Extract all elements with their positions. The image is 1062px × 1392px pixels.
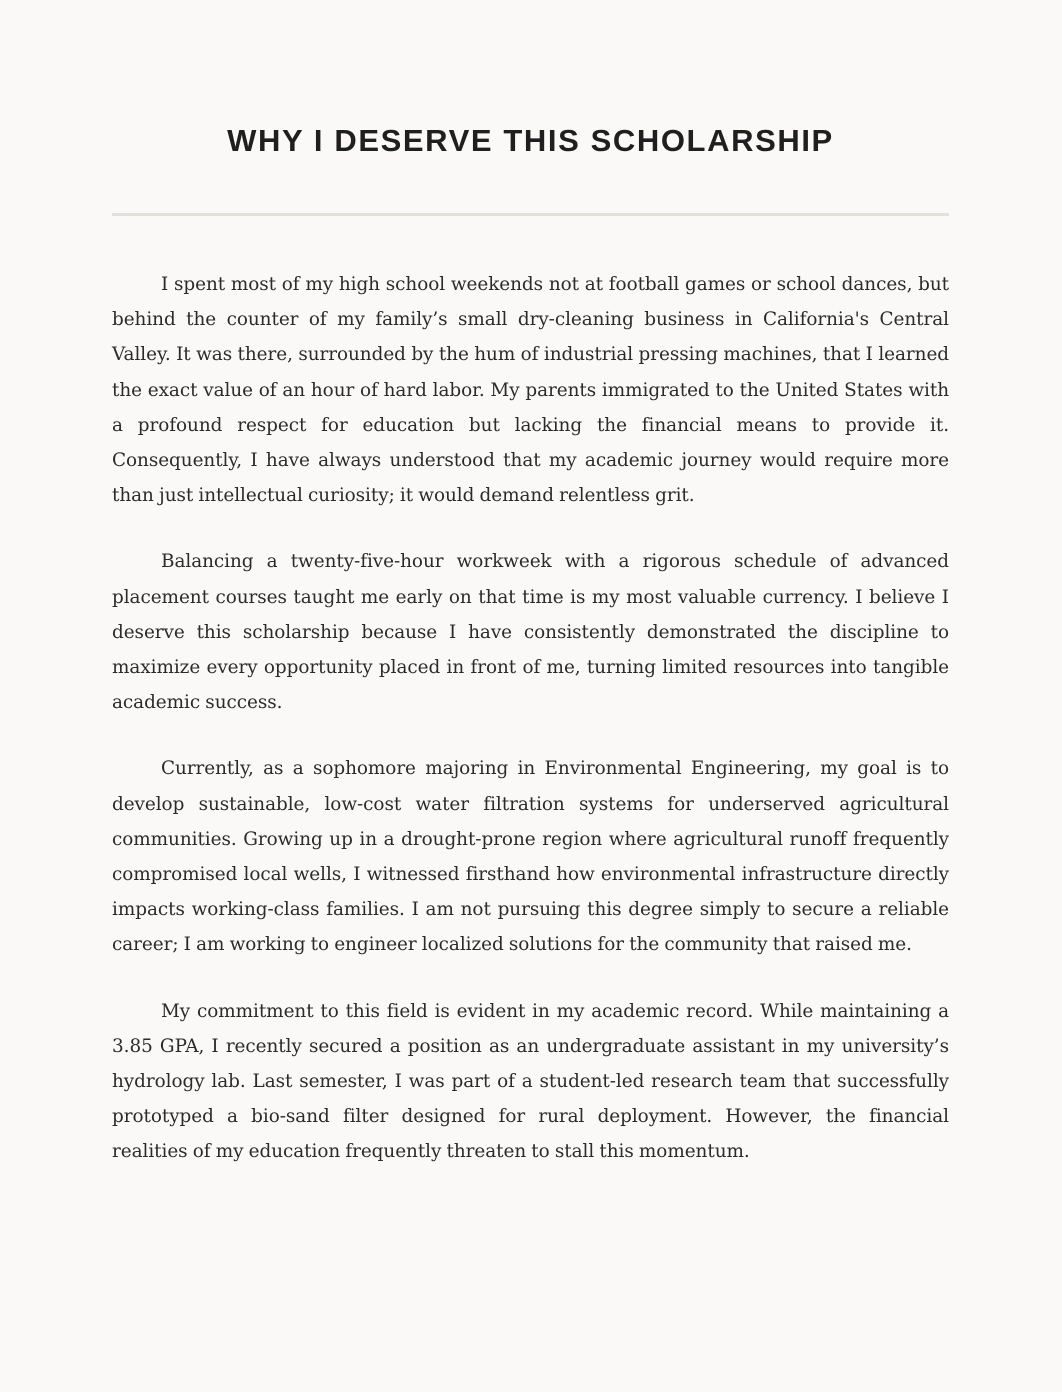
essay-title: WHY I DESERVE THIS SCHOLARSHIP: [227, 123, 834, 158]
essay-paragraph: I spent most of my high school weekends not at football games or school dances, but behind the counter of my family’s small dry-cleaning business in California's Central Valley. It was there, surrounded by the hum of industrial pressing machines, that I learned the exact value of an hour of hard labor. My parents immigrated to the United States with a profound respect for education but lacking the financial means to provide it. Consequently, I have always understood that my academic journey would require more than just intellectual curiosity; it would demand relentless grit.: [112, 274, 949, 507]
title-divider: [112, 213, 949, 216]
essay-paragraph: Currently, as a sophomore majoring in Environmental Engineering, my goal is to develop sustainable, low-cost water filtration systems for underserved agricultural communities. Growing up in a drought-prone region where agricultural runoff frequently compromised local wells, I witnessed firsthand how environmental infrastructure directly impacts working-class families. I am not pursuing this degree simply to secure a reliable career; I am working to engineer localized solutions for the community that raised me.: [112, 758, 949, 956]
essay-paragraph: Balancing a twenty-five-hour workweek with a rigorous schedule of advanced placement courses taught me early on that time is my most valuable currency. I believe I deserve this scholarship because I have consistently demonstrated the discipline to maximize every opportunity placed in front of me, turning limited resources into tangible academic success.: [112, 551, 949, 714]
essay-body: [112, 267, 949, 1201]
essay-paragraph: My commitment to this field is evident in my academic record. While maintaining a 3.85 GPA, I recently secured a position as an undergraduate assistant in my university’s hydrology lab. Last semester, I was part of a student-led research team that successfully prototyped a bio-sand filter designed for rural deployment. However, the financial realities of my education frequently threaten to stall this momentum.: [112, 1000, 949, 1163]
